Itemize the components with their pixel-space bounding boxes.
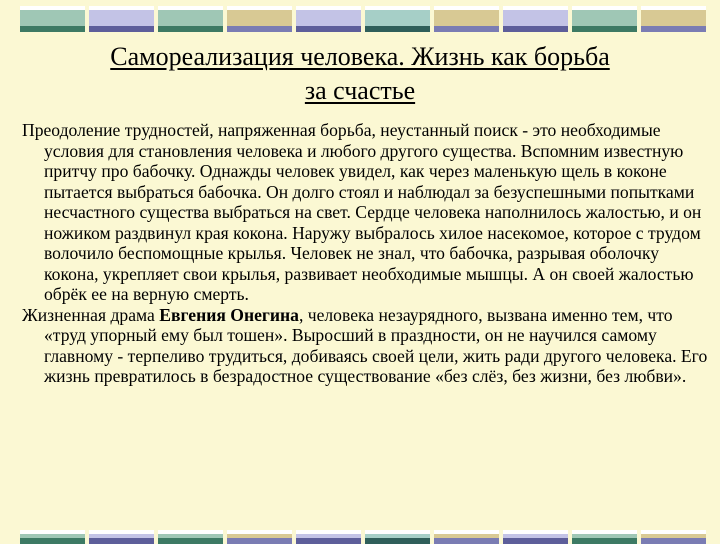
- deco-tile: [296, 530, 361, 544]
- paragraph-onegin-name: Евгения Онегина: [159, 304, 299, 325]
- deco-tile: [434, 6, 499, 32]
- deco-tile: [503, 530, 568, 544]
- deco-tile: [365, 6, 430, 32]
- title-line-1: Самореализация человека. Жизнь как борьба: [110, 42, 610, 71]
- paragraph-onegin-start: Жизненная драма: [22, 304, 160, 325]
- bottom-decorative-band: [0, 530, 720, 544]
- deco-tile: [89, 6, 154, 32]
- deco-tile: [227, 6, 292, 32]
- top-decorative-band: [0, 6, 720, 32]
- deco-tile: [158, 530, 223, 544]
- deco-tile: [365, 530, 430, 544]
- deco-tile: [20, 6, 85, 32]
- deco-tile: [641, 6, 706, 32]
- deco-tile: [20, 530, 85, 544]
- deco-tile: [572, 6, 637, 32]
- deco-tile: [434, 530, 499, 544]
- deco-tile: [572, 530, 637, 544]
- paragraph-butterfly: Преодоление трудностей, напряженная борьба, неустанный поиск - это необходимые условия для становления человека и любого другого существа. Вспомним известную притчу про бабочку. Однажды человек увидел, как через маленькую щель в коконе пытается выбраться бабочка. Он долго стоял и наблюдал за безуспешными попытками несчастного существа выбраться на свет. Сердце человека наполнилось жалостью, и он ножиком раздвинул края кокона. Наружу выбралось хилое насекомое, которое с трудом волочило беспомощные крылья. Человек не знал, что бабочка, разрывая оболочку кокона, укрепляет свои крылья, развивает необходимые мышцы. А он своей жалостью обрёк ее на верную смерть.: [22, 120, 702, 304]
- deco-tile: [641, 530, 706, 544]
- deco-tile: [296, 6, 361, 32]
- paragraph-onegin-rest: , человека незаурядного, вызвана именно тем, что «труд упорный ему был тошен». Выросший в праздности, он не научился самому главному - терпеливо трудиться, добиваясь своей цели, жить ради другого человека. Его жизнь превратилось в безрадостное существование «без слёз, без жизни, без любви».: [44, 304, 708, 386]
- title-line-2: за счастье: [304, 76, 416, 105]
- deco-tile: [503, 6, 568, 32]
- deco-tile: [158, 6, 223, 32]
- paragraph-onegin: [22, 305, 712, 387]
- slide-title: [0, 40, 720, 108]
- deco-tile: [89, 530, 154, 544]
- slide-body: [22, 120, 712, 387]
- deco-tile: [227, 530, 292, 544]
